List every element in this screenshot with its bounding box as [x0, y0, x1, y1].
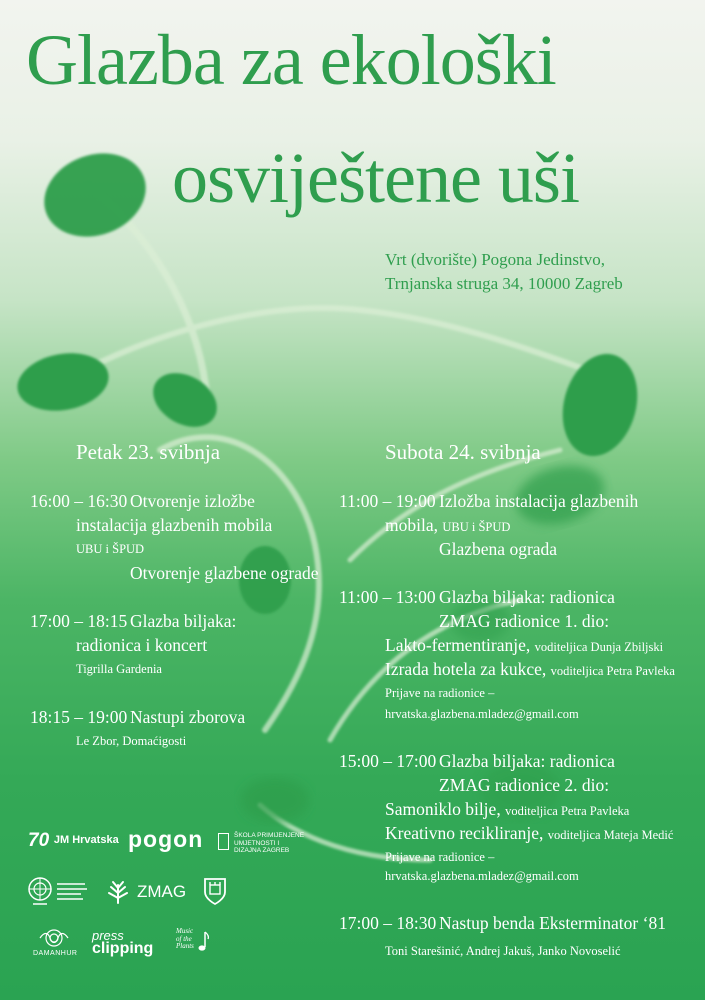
jm-70-mark: 70 [28, 830, 50, 851]
venue-line-2: Trnjanska struga 34, 10000 Zagreb [385, 274, 623, 293]
saturday-event-3-time: 15:00 – 17:00 [339, 751, 437, 771]
leaf [241, 778, 309, 822]
skola-logo-mark [218, 833, 229, 850]
press-clipping-logo-bottom: clipping [92, 940, 154, 957]
damanhur-icon [36, 928, 72, 948]
friday-event-1-title-2: instalacija glazbenih mobila [76, 515, 273, 535]
saturday-event-3-workshop-2-lead: voditeljica Mateja Medić [547, 828, 674, 842]
pogon-logo: pogon [128, 826, 204, 852]
damanhur-text: DAMANHUR [33, 950, 78, 957]
saturday-event-3-workshop-2: Kreativno recikliranje, voditeljica Mateja Medić [385, 823, 674, 843]
music-of-the-plants-logo [176, 928, 194, 951]
friday-event-3-time: 18:15 – 19:00 [30, 707, 128, 727]
saturday-event-4-members: Toni Starešinić, Andrej Jakuš, Janko Novoselić [385, 944, 621, 958]
city-coat-of-arms-icon [203, 877, 227, 905]
zmag-logo: ZMAG [137, 882, 187, 901]
saturday-event-1-title: Izložba instalacija glazbenih [439, 491, 639, 511]
friday-event-2-organizer: Tigrilla Gardenia [76, 662, 162, 676]
saturday-event-4-title: Nastup benda Eksterminator ‘81 [439, 913, 666, 933]
saturday-event-2-email-link[interactable]: hrvatska.glazbena.mladez@gmail.com [385, 707, 579, 721]
jm-hrvatska-text: JM Hrvatska [53, 834, 119, 846]
saturday-event-2-time: 11:00 – 13:00 [339, 587, 436, 607]
saturday-event-1-organizer: UBU i ŠPUD [442, 520, 511, 534]
zagreb-seal-icon [27, 876, 53, 906]
saturday-heading: Subota 24. svibnja [385, 440, 541, 464]
saturday-event-4-time: 17:00 – 18:30 [339, 913, 437, 933]
mop-line-2: of the [176, 934, 192, 943]
friday-event-2-title: Glazba biljaka: [130, 611, 237, 631]
mop-line-3: Plants [176, 942, 194, 950]
venue-line-1: Vrt (dvorište) Pogona Jedinstvo, [385, 250, 605, 269]
title-line-1: Glazba za ekološki [26, 20, 556, 100]
friday-event-1-organizer: UBU i ŠPUD [76, 542, 145, 556]
sponsor-fine-print [57, 880, 87, 902]
friday-event-1-title: Otvorenje izložbe [130, 491, 255, 511]
skola-line-2: UMJETNOSTI I [234, 839, 280, 847]
jm-hrvatska-logo [28, 830, 119, 852]
saturday-event-3-title: Glazba biljaka: radionica [439, 751, 615, 771]
press-clipping-logo-top: press [92, 928, 124, 943]
saturday-event-3-registration: Prijave na radionice – [385, 850, 495, 864]
saturday-event-1-time: 11:00 – 19:00 [339, 491, 436, 511]
saturday-event-2-workshop-2: Izrada hotela za kukce, voditeljica Petra Pavleka [385, 659, 675, 679]
friday-heading: Petak 23. svibnja [76, 440, 221, 464]
mop-line-1: Music [176, 927, 194, 935]
saturday-event-1-title-2: mobila, UBU i ŠPUD [385, 515, 511, 535]
friday-event-1-title-3: Otvorenje glazbene ograde [130, 563, 319, 583]
leaf [13, 346, 113, 417]
saturday-event-1-title-3: Glazbena ograda [439, 539, 558, 559]
saturday-event-3-subtitle: ZMAG radionice 2. dio: [439, 775, 610, 795]
saturday-event-2-workshop-2-lead: voditeljica Petra Pavleka [550, 664, 675, 678]
saturday-event-3-email-link[interactable]: hrvatska.glazbena.mladez@gmail.com [385, 869, 579, 883]
saturday-event-2-workshop-1: Lakto-fermentiranje, voditeljica Dunja Zbiljski [385, 635, 664, 655]
title-line-2: osviještene uši [172, 138, 579, 218]
friday-event-2-time: 17:00 – 18:15 [30, 611, 128, 631]
saturday-event-2-subtitle: ZMAG radionice 1. dio: [439, 611, 610, 631]
saturday-event-2-workshop-1-lead: voditeljica Dunja Zbiljski [534, 640, 664, 654]
skola-line-3: DIZAJNA ZAGREB [234, 847, 290, 854]
saturday-event-2-registration: Prijave na radionice – [385, 686, 495, 700]
saturday-event-3-workshop-1: Samoniklo bilje, voditeljica Petra Pavleka [385, 799, 630, 819]
friday-event-1-time: 16:00 – 16:30 [30, 491, 128, 511]
friday-event-3-title: Nastupi zborova [130, 707, 246, 727]
friday-event-3-organizer: Le Zbor, Domaćigosti [76, 734, 187, 748]
saturday-event-2-title: Glazba biljaka: radionica [439, 587, 615, 607]
skola-logo-text [234, 832, 304, 855]
skola-line-1: ŠKOLA PRIMIJENJENE [234, 832, 305, 839]
leaf [144, 362, 227, 438]
friday-event-2-title-2: radionica i koncert [76, 635, 208, 655]
music-note-icon [195, 930, 211, 954]
zmag-sprout-icon [104, 877, 132, 905]
stem [75, 308, 600, 375]
saturday-event-3-workshop-1-lead: voditeljica Petra Pavleka [505, 804, 630, 818]
